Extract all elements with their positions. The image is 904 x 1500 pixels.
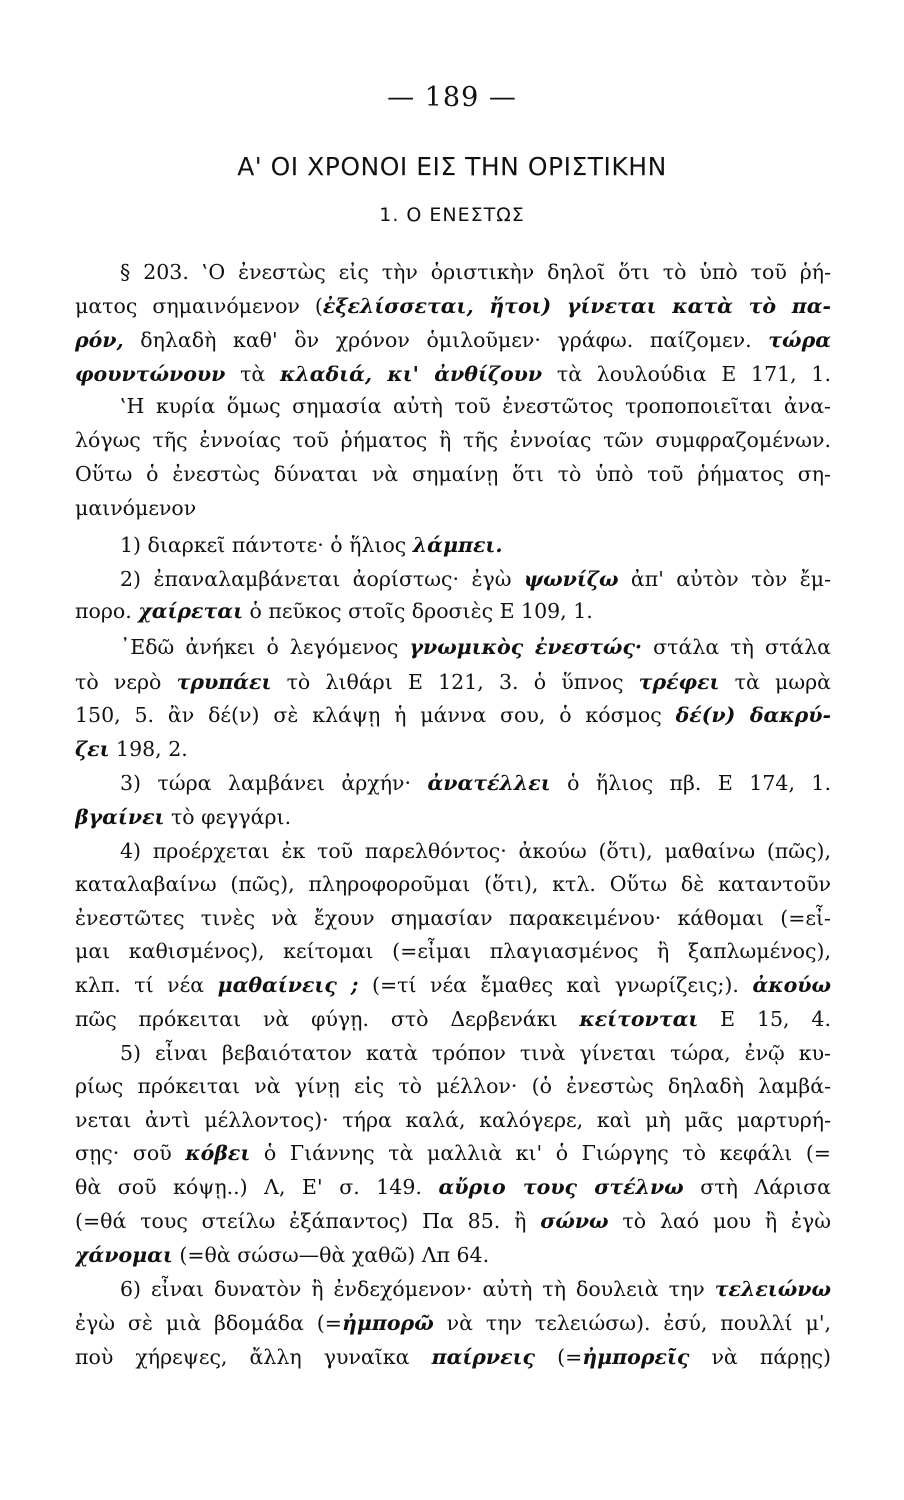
text-run: Ε 15, 4. (698, 1007, 831, 1031)
text-run: θὰ σοῦ κόψῃ..) Λ, Ε' σ. 149. (75, 1175, 439, 1199)
text-run: ρίως πρόκειται νὰ γίνῃ εἰς τὸ μέλλον· (ὁ ἐνεστὼς δηλαδὴ λαμβά- (75, 1074, 831, 1098)
text-line (75, 867, 831, 901)
emphasized-word: μαθαίνεις ; (217, 973, 359, 997)
text-run: 4) προέρχεται ἐκ τοῦ παρελθόντος· ἀκούω (ὅτι), μαθαίνω (πῶς), (120, 839, 831, 863)
text-line (75, 562, 831, 596)
text-run: (=τί νέα ἔμαθες καὶ γνωρίζεις;). (358, 973, 753, 997)
text-run: τὰ (225, 362, 280, 386)
text-run: κλπ. τί νέα (75, 973, 218, 997)
emphasized-word: ψωνίζω (523, 567, 619, 591)
text-run: 6) εἶναι δυνατὸν ἢ ἐνδεχόμενον· αὐτὴ τὴ δουλειὰ την (120, 1277, 715, 1301)
text-run: σῃς· σοῦ (75, 1141, 186, 1165)
text-line (75, 968, 831, 1002)
text-line (75, 323, 831, 357)
text-line (75, 1170, 831, 1204)
text-line (75, 1306, 831, 1340)
text-run: ματος σημαινόμενον ( (75, 294, 323, 318)
emphasized-word: τελειώνω (714, 1277, 831, 1301)
text-run: τὸ νερὸ (75, 670, 177, 694)
text-line (75, 1002, 831, 1036)
emphasized-word: παίρνεις (431, 1345, 535, 1369)
text-line (75, 289, 831, 323)
text-run: μαινόμενον (75, 496, 197, 520)
emphasized-word: σώνω (540, 1209, 609, 1233)
text-line (75, 800, 831, 834)
text-run: ὁ Γιάννης τὰ μαλλιὰ κι' ὁ Γιώργης τὸ κεφάλι (= (250, 1141, 831, 1165)
emphasized-word: ἀνατέλλει (427, 771, 551, 795)
text-run: 2) ἐπαναλαμβάνεται ἀορίστως· ἐγὼ (120, 567, 524, 591)
text-line (75, 1204, 831, 1238)
emphasized-word: κλαδιά, κι' ἀνθίζουν (279, 362, 543, 386)
text-run: 3) τώρα λαμβάνει ἀρχήν· (120, 771, 428, 795)
text-line (75, 834, 831, 868)
emphasized-word: χάνομαι (75, 1243, 173, 1267)
emphasized-word: χαίρεται (138, 599, 244, 623)
text-run: στάλα τὴ στάλα (642, 635, 831, 659)
text-line (75, 389, 831, 423)
text-run: στὴ Λάρισα (683, 1175, 831, 1199)
text-line (75, 1136, 831, 1170)
text-run: ὁ ἥλιος πβ. Ε 174, 1. (550, 771, 831, 795)
text-line (75, 732, 831, 766)
text-line (75, 1103, 831, 1137)
text-line (75, 528, 831, 562)
text-run: καταλαβαίνω (πῶς), πληροφοροῦμαι (ὅτι), κτλ. Οὕτω δὲ καταντοῦν (75, 872, 831, 896)
text-line (75, 1238, 831, 1272)
text-run: 150, 5. ἂν δέ(ν) σὲ κλάψῃ ἡ μάννα σου, ὁ κόσμος (75, 703, 676, 727)
text-run: (=θὰ σώσω—θὰ χαθῶ) Λπ 64. (172, 1243, 490, 1267)
emphasized-word: ἠμπορῶ (341, 1311, 434, 1335)
text-run: νὰ την τελειώσω). ἐσύ, πουλλί μ', (433, 1311, 831, 1335)
text-line (75, 766, 831, 800)
emphasized-word: ρόν, (75, 328, 124, 352)
text-line (75, 901, 831, 935)
text-run: νὰ πάρῃς) (689, 1345, 831, 1369)
text-line (75, 1036, 831, 1070)
text-run: μαι καθισμένος), κείτομαι (=εἶμαι πλαγιασμένος ἢ ξαπλωμένος), (75, 939, 831, 963)
text-run: πῶς πρόκειται νὰ φύγῃ. στὸ Δερβενάκι (75, 1007, 580, 1031)
text-run: ἐνεστῶτες τινὲς νὰ ἔχουν σημασίαν παρακειμένου· κάθομαι (=εἶ- (75, 906, 831, 930)
emphasized-word: δέ(ν) δακρύ- (675, 703, 831, 727)
text-run: (= (534, 1345, 583, 1369)
emphasized-word: ἠμπορεῖς (582, 1345, 690, 1369)
emphasized-word: ἀκούω (752, 973, 831, 997)
text-run: ἀπ' αὐτὸν τὸν ἔμ- (618, 567, 831, 591)
emphasized-word: τρυπάει (176, 670, 272, 694)
text-run: δηλαδὴ καθ' ὃν χρόνον ὁμιλοῦμεν· γράφω. παίζομεν. (123, 328, 769, 352)
text-run: τὰ μωρὰ (719, 670, 831, 694)
text-run: ‛Η κυρία ὅμως σημασία αὐτὴ τοῦ ἐνεστῶτος τροποποιεῖται ἀνα- (120, 394, 831, 418)
section-title: 1. Ο ΕΝΕΣΤΩΣ (379, 204, 525, 226)
text-line (75, 1069, 831, 1103)
text-run: ὁ πεῦκος στοῖς δροσιὲς Ε 109, 1. (243, 599, 593, 623)
text-run: πορο. (75, 599, 139, 623)
emphasized-word: ζει (75, 737, 110, 761)
text-run: 198, 2. (109, 737, 188, 761)
emphasized-word: τρέφει (638, 670, 720, 694)
emphasized-word: γνωμικὸς ἐνεστώς· (409, 635, 643, 659)
text-run: τὸ λιθάρι Ε 121, 3. ὁ ὕπνος (271, 670, 639, 694)
text-run: (=θά τους στείλω ἐξάπαντος) Πα 85. ἢ (75, 1209, 541, 1233)
emphasized-word: ἐξελίσσεται, ἤτοι) γίνεται κατὰ τὸ πα- (322, 294, 831, 318)
emphasized-word: βγαίνει (75, 805, 165, 829)
emphasized-word: φουντώνουν (75, 362, 226, 386)
text-line (75, 1272, 831, 1306)
text-run: ᾿Εδῶ ἀνήκει ὁ λεγόμενος (120, 635, 410, 659)
text-run: ἐγὼ σὲ μιὰ βδομάδα (= (75, 1311, 342, 1335)
text-run: λόγως τῆς ἐννοίας τοῦ ῥήματος ἢ τῆς ἐννοίας τῶν συμφραζομένων. (75, 428, 831, 452)
text-run: Οὕτω ὁ ἐνεστὼς δύναται νὰ σημαίνῃ ὅτι τὸ ὑπὸ τοῦ ῥήματος ση- (75, 462, 831, 486)
emphasized-word: κείτονται (579, 1007, 699, 1031)
text-line (75, 357, 831, 391)
text-run: τὸ λαό μου ἢ ἐγὼ (608, 1209, 831, 1233)
text-run: ποὺ χήρεψες, ἄλλη γυναῖκα (75, 1345, 432, 1369)
text-line (75, 1340, 831, 1374)
text-run: § 203. ‛Ο ἐνεστὼς εἰς τὴν ὁριστικὴν δηλοῖ ὅτι τὸ ὑπὸ τοῦ ῥή- (120, 260, 831, 284)
text-line (75, 423, 831, 457)
text-line (75, 457, 831, 491)
text-line (75, 255, 831, 289)
text-run: τὰ λουλούδια Ε 171, 1. (542, 362, 831, 386)
emphasized-word: τώρα (768, 328, 831, 352)
text-line (75, 491, 831, 525)
emphasized-word: αὔριο τους στέλνω (438, 1175, 684, 1199)
text-run: τὸ φεγγάρι. (164, 805, 292, 829)
text-line (75, 934, 831, 968)
emphasized-word: κόβει (185, 1141, 251, 1165)
text-run: 1) διαρκεῖ πάντοτε· ὁ ἥλιος (120, 533, 413, 557)
emphasized-word: λάμπει. (412, 533, 503, 557)
text-line (75, 698, 831, 732)
text-run: 5) εἶναι βεβαιότατον κατὰ τρόπον τινὰ γίνεται τώρα, ἐνῷ κυ- (120, 1041, 831, 1065)
text-line (75, 594, 831, 628)
text-line (75, 630, 831, 664)
text-line (75, 665, 831, 699)
text-run: νεται ἀντὶ μέλλοντος)· τήρα καλά, καλόγερε, καὶ μὴ μᾶς μαρτυρή- (75, 1108, 831, 1132)
page-number: — 189 — (387, 82, 517, 113)
chapter-title: Α' ΟΙ ΧΡΟΝΟΙ ΕΙΣ ΤΗΝ ΟΡΙΣΤΙΚΗΝ (237, 152, 667, 181)
